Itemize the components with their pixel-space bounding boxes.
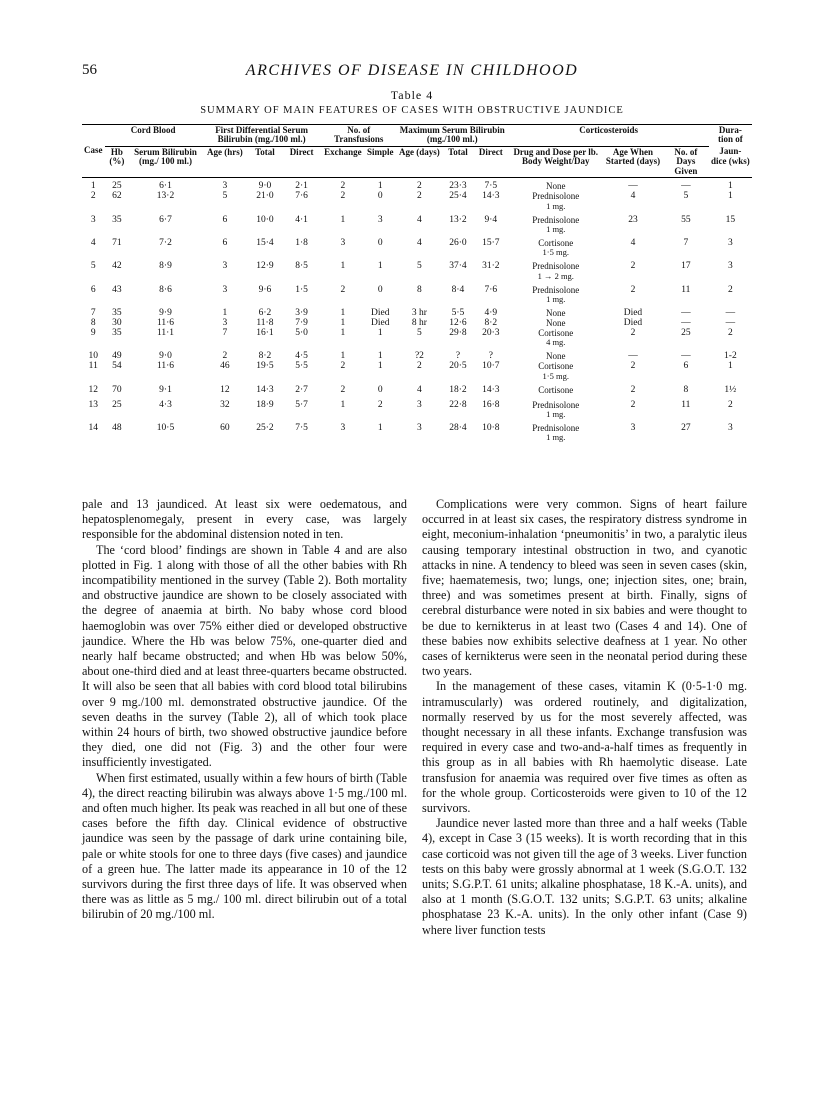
cell-days: 11 bbox=[681, 399, 691, 410]
table-title: Table 4 bbox=[390, 88, 434, 102]
cell-mtot: 37·4 bbox=[449, 261, 467, 272]
table-row bbox=[82, 362, 752, 380]
group-cortico: Corticosteroids bbox=[509, 125, 709, 147]
cell-mtot: 23·3 bbox=[449, 181, 467, 192]
cell-hb: 62 bbox=[112, 191, 122, 202]
cell-days: 55 bbox=[681, 214, 691, 225]
table-row bbox=[82, 192, 752, 210]
cell-mage: 2 bbox=[417, 361, 422, 372]
cell-exch: 1 bbox=[340, 399, 346, 410]
group-transfusions: No. of Transfusions bbox=[321, 125, 396, 147]
cell-mtot: 29·8 bbox=[449, 327, 467, 338]
cell-start: 2 bbox=[630, 327, 636, 338]
cell-start: 2 bbox=[630, 361, 636, 372]
cell-sb: 13·2 bbox=[156, 191, 175, 202]
cell-drug: Cortisone bbox=[538, 384, 574, 395]
cell-age: 60 bbox=[220, 422, 230, 433]
cell-age: 3 bbox=[222, 181, 228, 192]
cell-tot: 9·6 bbox=[258, 284, 272, 295]
summary-table bbox=[82, 124, 752, 442]
cell-dir: 5·5 bbox=[295, 361, 308, 372]
cell-drug: Prednisolone 1 mg. bbox=[532, 422, 580, 443]
cell-jd: 1 bbox=[727, 361, 733, 372]
cell-mtot: 5·5 bbox=[451, 307, 465, 318]
cell-sb: 9·1 bbox=[159, 384, 172, 395]
cell-dir: 3·9 bbox=[295, 307, 308, 318]
cell-mdir: 10·8 bbox=[482, 422, 500, 433]
cell-exch: 2 bbox=[340, 191, 346, 202]
cell-drug: None bbox=[546, 351, 566, 362]
cell-drug: Prednisolone 1 mg. bbox=[532, 399, 580, 419]
cell-drug: Prednisolone 1 → 2 mg. bbox=[532, 261, 580, 281]
paragraph: In the management of these cases, vitamin K (0·5-1·0 mg. intramuscularly) was ordered routinely, and digitalization, normally reserved by us for the most severely affected, was thought necessary in all these infants. Exchange transfusion was required in every case and two-and-a-half times as frequently in this group as in all babies with Rh haemolytic disease. Late transfusion for anaemia was required over five times as often as for the whole group. Corticosteroids were given to 10 of the 12 survivors. bbox=[422, 679, 747, 816]
col-jaundice: Jaun- dice (wks) bbox=[710, 146, 750, 166]
cell-start: 4 bbox=[630, 237, 636, 248]
cell-mtot: 18·2 bbox=[449, 384, 467, 395]
table-row bbox=[82, 396, 752, 419]
table-subtitle: SUMMARY OF MAIN FEATURES OF CASES WITH OBSTRUCTIVE JAUNDICE bbox=[200, 105, 624, 116]
cell-days: — bbox=[681, 317, 691, 328]
cell-sb: 11·1 bbox=[156, 327, 175, 338]
cell-hb: 25 bbox=[112, 181, 122, 192]
cell-case: 11 bbox=[88, 361, 98, 372]
cell-age: 12 bbox=[220, 384, 230, 395]
cell-jd: 3 bbox=[727, 261, 733, 272]
cell-exch: 1 bbox=[340, 261, 346, 272]
cell-hb: 35 bbox=[112, 214, 122, 225]
cell-jd: — bbox=[725, 307, 736, 318]
cell-case: 10 bbox=[88, 351, 98, 362]
cell-dir: 7·5 bbox=[295, 422, 308, 433]
paragraph: Jaundice never lasted more than three and a half weeks (Table 4), except in Case 3 (15 weeks). It is worth recording that in this case corticoid was not given till the age of 3 weeks. Liver function tests on this baby were grossly abnormal at 1 week (S.G.O.T. 132 units; S.G.P.T. 61 units; alkaline phosphatase, 18 K.-A. units), and also at 1 month (S.G.O.T. 132 units; S.G.P.T. 63 units; alkaline phosphatase 23 K.-A. units). In the only other infant (Case 9) where liver function tests bbox=[422, 816, 747, 937]
cell-hb: 43 bbox=[112, 284, 122, 295]
cell-dir: 2·1 bbox=[295, 181, 308, 192]
cell-mdir: 4·9 bbox=[484, 307, 498, 318]
cell-jd: 3 bbox=[727, 237, 733, 248]
col-age-started: Age When Started (days) bbox=[605, 146, 661, 167]
text-column-left bbox=[82, 497, 407, 923]
table-row bbox=[82, 381, 752, 396]
cell-drug: Prednisolone 1 mg. bbox=[532, 191, 580, 211]
cell-mage: 2 bbox=[417, 181, 422, 192]
cell-mage: 5 bbox=[417, 261, 422, 272]
cell-tot: 9·0 bbox=[258, 181, 272, 192]
cell-tot: 6·2 bbox=[258, 307, 272, 318]
cell-days: — bbox=[681, 351, 691, 362]
cell-mage: 8 bbox=[417, 284, 422, 295]
cell-case: 8 bbox=[90, 317, 96, 328]
page-number: 56 bbox=[82, 62, 97, 78]
cell-dir: 4·1 bbox=[295, 214, 308, 225]
cell-mage: 3 bbox=[417, 422, 422, 433]
cell-simp: 1 bbox=[377, 181, 383, 192]
cell-mdir: ? bbox=[488, 351, 493, 362]
cell-dir: 8·5 bbox=[295, 261, 308, 272]
cell-days: 6 bbox=[683, 361, 689, 372]
cell-mtot: 13·2 bbox=[449, 214, 467, 225]
cell-age: 32 bbox=[220, 399, 230, 410]
cell-sb: 9·9 bbox=[159, 307, 172, 318]
cell-exch: 1 bbox=[340, 214, 346, 225]
table-row bbox=[82, 304, 752, 319]
cell-mdir: 7·5 bbox=[484, 181, 498, 192]
cell-drug: None bbox=[546, 181, 566, 192]
cell-jd: 15 bbox=[725, 214, 736, 225]
cell-exch: 2 bbox=[340, 361, 346, 372]
cell-mage: 3 hr bbox=[411, 307, 427, 318]
cell-sb: 9·0 bbox=[159, 351, 172, 362]
cell-sb: 8·6 bbox=[159, 284, 172, 295]
cell-start: 2 bbox=[630, 384, 636, 395]
cell-simp: 1 bbox=[377, 422, 383, 433]
cell-days: — bbox=[681, 307, 691, 318]
cell-dir: 5·7 bbox=[295, 399, 308, 410]
cell-sb: 4·3 bbox=[159, 399, 172, 410]
table-body bbox=[82, 178, 752, 443]
cell-age: 3 bbox=[222, 317, 228, 328]
cell-days: — bbox=[681, 181, 691, 192]
cell-drug: Cortisone 4 mg. bbox=[538, 327, 574, 348]
cell-days: 5 bbox=[683, 191, 689, 202]
group-max-serum: Maximum Serum Bilirubin (mg./100 ml.) bbox=[396, 125, 509, 147]
cell-jd: 3 bbox=[727, 422, 733, 433]
cell-dir: 1·8 bbox=[295, 237, 308, 248]
cell-start: — bbox=[628, 181, 638, 192]
cell-sb: 6·7 bbox=[159, 214, 172, 225]
cell-jd: 1 bbox=[727, 181, 733, 192]
cell-jd: 1 bbox=[727, 191, 733, 202]
cell-age: 5 bbox=[222, 191, 228, 202]
cell-hb: 48 bbox=[112, 422, 122, 433]
cell-exch: 3 bbox=[340, 422, 346, 433]
cell-mdir: 14·3 bbox=[482, 384, 500, 395]
cell-exch: 1 bbox=[340, 351, 346, 362]
cell-jd: 2 bbox=[727, 284, 733, 295]
cell-hb: 35 bbox=[112, 327, 122, 338]
cell-case: 5 bbox=[90, 261, 96, 272]
cell-case: 6 bbox=[90, 284, 96, 295]
paragraph: Complications were very common. Signs of heart failure occurred in at least six cases, the respiratory distress syndrome in eight, meconium-inhalation ‘pneumonitis’ in two, a paralytic ileus causing temporary intestinal obstruction in two, and cyanotic attacks in nine. A tendency to bleed was seen in seven cases (skin, five; haematemesis, two; lungs, one; injection sites, one; brain, three) and was sometimes present at birth. Finally, signs of cerebral disturbance were noted in six babies and were thought to be due to kernikterus in at least two (Cases 4 and 14). One of these babies now exhibits selective deafness at 1 year. No other cases of kernikterus were seen in the neonatal period during these two years. bbox=[422, 497, 747, 679]
cell-mdir: 16·8 bbox=[482, 399, 500, 410]
cell-days: 25 bbox=[681, 327, 691, 338]
cell-jd: — bbox=[725, 317, 736, 328]
cell-exch: 2 bbox=[340, 384, 346, 395]
cell-age: 6 bbox=[222, 214, 228, 225]
cell-start: 23 bbox=[628, 214, 638, 225]
cell-simp: 2 bbox=[377, 399, 383, 410]
cell-dir: 7·6 bbox=[295, 191, 308, 202]
cell-mage: 5 bbox=[417, 327, 422, 338]
cell-age: 1 bbox=[222, 307, 228, 318]
cell-simp: Died bbox=[370, 317, 390, 328]
cell-hb: 71 bbox=[112, 237, 122, 248]
cell-jd: 1½ bbox=[724, 384, 737, 395]
cell-case: 3 bbox=[90, 214, 96, 225]
cell-mdir: 7·6 bbox=[484, 284, 498, 295]
cell-exch: 2 bbox=[340, 284, 346, 295]
cell-tot: 12·9 bbox=[256, 261, 274, 272]
cell-start: 4 bbox=[630, 191, 636, 202]
cell-dir: 1·5 bbox=[295, 284, 308, 295]
cell-tot: 14·3 bbox=[256, 384, 274, 395]
cell-simp: 0 bbox=[377, 284, 383, 295]
cell-days: 8 bbox=[683, 384, 689, 395]
cell-sb: 7·2 bbox=[159, 237, 172, 248]
page-header bbox=[82, 62, 742, 84]
table-row bbox=[82, 211, 752, 234]
cell-case: 9 bbox=[90, 327, 96, 338]
cell-mage: 4 bbox=[417, 237, 422, 248]
cell-days: 27 bbox=[681, 422, 691, 433]
table-row bbox=[82, 329, 752, 347]
cell-exch: 1 bbox=[340, 317, 346, 328]
cell-drug: Cortisone 1·5 mg. bbox=[538, 237, 574, 258]
cell-jd: 2 bbox=[727, 399, 733, 410]
cell-dir: 7·9 bbox=[295, 317, 308, 328]
cell-tot: 11·8 bbox=[256, 317, 274, 328]
cell-tot: 10·0 bbox=[256, 214, 274, 225]
cell-mage: 4 bbox=[417, 214, 422, 225]
cell-simp: 1 bbox=[377, 327, 383, 338]
col-total1: Total bbox=[255, 146, 275, 157]
col-total2: Total bbox=[448, 146, 468, 157]
cell-hb: 49 bbox=[112, 351, 122, 362]
cell-sb: 6·1 bbox=[159, 181, 172, 192]
cell-hb: 42 bbox=[112, 261, 122, 272]
cell-drug: Cortisone 1·5 mg. bbox=[538, 361, 574, 381]
cell-simp: Died bbox=[370, 307, 390, 318]
cell-case: 2 bbox=[90, 191, 96, 202]
cell-days: 11 bbox=[681, 284, 691, 295]
cell-hb: 25 bbox=[112, 399, 122, 410]
cell-mtot: 8·4 bbox=[451, 284, 465, 295]
col-hb: Hb (%) bbox=[109, 146, 125, 167]
col-simple: Simple bbox=[366, 146, 394, 157]
paragraph: pale and 13 jaundiced. At least six were oedematous, and hepatosplenomegaly, present in every case, was largely responsible for the abdominal distension noted in ten. bbox=[82, 497, 407, 542]
col-case: Case bbox=[84, 145, 103, 156]
cell-age: 3 bbox=[222, 261, 228, 272]
group-duration: Dura- tion of bbox=[717, 125, 743, 145]
cell-mdir: 9·4 bbox=[484, 214, 498, 225]
cell-case: 13 bbox=[88, 399, 98, 410]
table-row bbox=[82, 347, 752, 362]
cell-mtot: 12·6 bbox=[449, 317, 467, 328]
cell-hb: 35 bbox=[112, 307, 122, 318]
cell-tot: 19·5 bbox=[256, 361, 274, 372]
cell-tot: 18·9 bbox=[256, 399, 274, 410]
cell-tot: 25·2 bbox=[256, 422, 274, 433]
cell-mdir: 14·3 bbox=[482, 191, 500, 202]
cell-age: 7 bbox=[222, 327, 228, 338]
cell-sb: 11·6 bbox=[156, 361, 175, 372]
cell-mdir: 31·2 bbox=[482, 261, 500, 272]
cell-mage: 2 bbox=[417, 191, 422, 202]
col-age-hrs: Age (hrs) bbox=[207, 146, 243, 157]
cell-exch: 1 bbox=[340, 327, 346, 338]
text-column-right bbox=[422, 497, 747, 938]
cell-sb: 8·9 bbox=[159, 261, 172, 272]
col-direct1: Direct bbox=[289, 146, 314, 157]
col-serum-bili: Serum Bilirubin (mg./ 100 ml.) bbox=[134, 146, 197, 167]
cell-age: 46 bbox=[220, 361, 230, 372]
cell-tot: 15·4 bbox=[256, 237, 274, 248]
cell-simp: 3 bbox=[377, 214, 383, 225]
col-exchange: Exchange bbox=[324, 146, 362, 157]
cell-mage: ?2 bbox=[414, 351, 424, 362]
paragraph: When first estimated, usually within a few hours of birth (Table 4), the direct reacting bilirubin was always above 1·5 mg./100 ml. and often much higher. Its peak was reached in all but one of these cases before the fifth day. Clinical evidence of obstructive jaundice was seen by the passage of dark urine containing bile, pale or white stools for one to three days (five cases) and jaundice of a green hue. The latter made its appearance in 10 of the 12 survivors during the first three days of life. It was observed when there was as little as 5 mg./ 100 ml. direct bilirubin out of a total bilirubin of 20 mg./100 ml. bbox=[82, 770, 407, 922]
cell-dir: 4·5 bbox=[295, 351, 308, 362]
group-first-diff: First Differential Serum Bilirubin (mg./100 ml.) bbox=[202, 125, 322, 147]
cell-case: 7 bbox=[90, 307, 96, 318]
cell-start: Died bbox=[623, 317, 643, 328]
cell-days: 7 bbox=[683, 237, 689, 248]
cell-drug: None bbox=[546, 317, 566, 328]
cell-mdir: 10·7 bbox=[482, 361, 500, 372]
col-direct2: Direct bbox=[478, 146, 503, 157]
cell-tot: 21·0 bbox=[256, 191, 274, 202]
cell-mtot: 22·8 bbox=[449, 399, 467, 410]
cell-age: 3 bbox=[222, 284, 228, 295]
cell-simp: 1 bbox=[377, 261, 383, 272]
cell-mage: 3 bbox=[417, 399, 422, 410]
cell-sb: 11·6 bbox=[156, 317, 175, 328]
cell-drug: None bbox=[546, 307, 566, 318]
cell-jd: 1-2 bbox=[724, 351, 737, 362]
cell-start: 2 bbox=[630, 261, 636, 272]
cell-exch: 1 bbox=[340, 307, 346, 318]
table-row bbox=[82, 178, 752, 192]
cell-age: 6 bbox=[222, 237, 228, 248]
cell-mtot: ? bbox=[455, 351, 461, 362]
cell-mtot: 26·0 bbox=[449, 237, 467, 248]
table-row bbox=[82, 257, 752, 280]
cell-mage: 8 hr bbox=[411, 317, 427, 328]
cell-mdir: 20·3 bbox=[482, 327, 500, 338]
cell-simp: 0 bbox=[377, 191, 383, 202]
cell-exch: 3 bbox=[340, 237, 346, 248]
cell-mtot: 20·5 bbox=[449, 361, 467, 372]
col-days-given: No. of Days Given bbox=[674, 146, 698, 176]
cell-mtot: 25·4 bbox=[449, 191, 467, 202]
cell-hb: 70 bbox=[112, 384, 122, 395]
cell-mtot: 28·4 bbox=[449, 422, 467, 433]
paragraph: The ‘cord blood’ findings are shown in Table 4 and are also plotted in Fig. 1 along with those of all the other babies with Rh incompatibility mentioned in the survey (Table 2). Both mortality and obstructive jaundice are shown to be closely associated with the degree of anaemia at birth. No baby whose cord blood haemoglobin was over 75% either died or developed obstructive jaundice. Where the Hb was below 75%, one-quarter died and nearly half became obstructed; and when Hb was below 50%, about one-third died and at least three-quarters became obstructed. It will also be seen that all babies with cord blood total bilirubins over 9 mg./100 ml. demonstrated obstructive jaundice. Of the seven deaths in the survey (Table 2), all of which took place within 24 hours of birth, two showed obstructive jaundice before they died, one did not (Fig. 3) and the other four were insufficiently investigated. bbox=[82, 542, 407, 770]
cell-case: 4 bbox=[90, 237, 96, 248]
cell-case: 12 bbox=[88, 384, 98, 395]
cell-sb: 10·5 bbox=[156, 422, 175, 433]
cell-age: 2 bbox=[222, 351, 228, 362]
cell-hb: 54 bbox=[112, 361, 122, 372]
cell-case: 14 bbox=[88, 422, 98, 433]
cell-tot: 8·2 bbox=[258, 351, 272, 362]
col-drug: Drug and Dose per lb. Body Weight/Day bbox=[513, 146, 599, 167]
cell-exch: 2 bbox=[340, 181, 346, 192]
group-cord-blood: Cord Blood bbox=[105, 125, 202, 147]
table-row bbox=[82, 234, 752, 257]
cell-simp: 1 bbox=[377, 351, 383, 362]
cell-dir: 2·7 bbox=[295, 384, 308, 395]
cell-days: 17 bbox=[681, 261, 691, 272]
cell-drug: Prednisolone 1 mg. bbox=[532, 214, 580, 234]
cell-dir: 5·0 bbox=[295, 327, 308, 338]
cell-simp: 0 bbox=[377, 237, 383, 248]
cell-start: Died bbox=[623, 307, 643, 318]
cell-start: — bbox=[628, 351, 638, 362]
cell-start: 3 bbox=[630, 422, 636, 433]
cell-case: 1 bbox=[90, 181, 96, 192]
table-row bbox=[82, 419, 752, 442]
cell-hb: 30 bbox=[112, 317, 122, 328]
cell-mage: 4 bbox=[417, 384, 422, 395]
cell-mdir: 15·7 bbox=[482, 237, 500, 248]
cell-mdir: 8·2 bbox=[484, 317, 498, 328]
cell-drug: Prednisolone 1 mg. bbox=[532, 284, 580, 305]
cell-jd: 2 bbox=[727, 327, 733, 338]
cell-start: 2 bbox=[630, 399, 636, 410]
cell-simp: 0 bbox=[377, 384, 383, 395]
table-row bbox=[82, 281, 752, 304]
cell-simp: 1 bbox=[377, 361, 383, 372]
cell-start: 2 bbox=[630, 284, 636, 295]
journal-title: ARCHIVES OF DISEASE IN CHILDHOOD bbox=[245, 62, 579, 79]
cell-tot: 16·1 bbox=[256, 327, 274, 338]
col-age-days: Age (days) bbox=[399, 146, 440, 157]
